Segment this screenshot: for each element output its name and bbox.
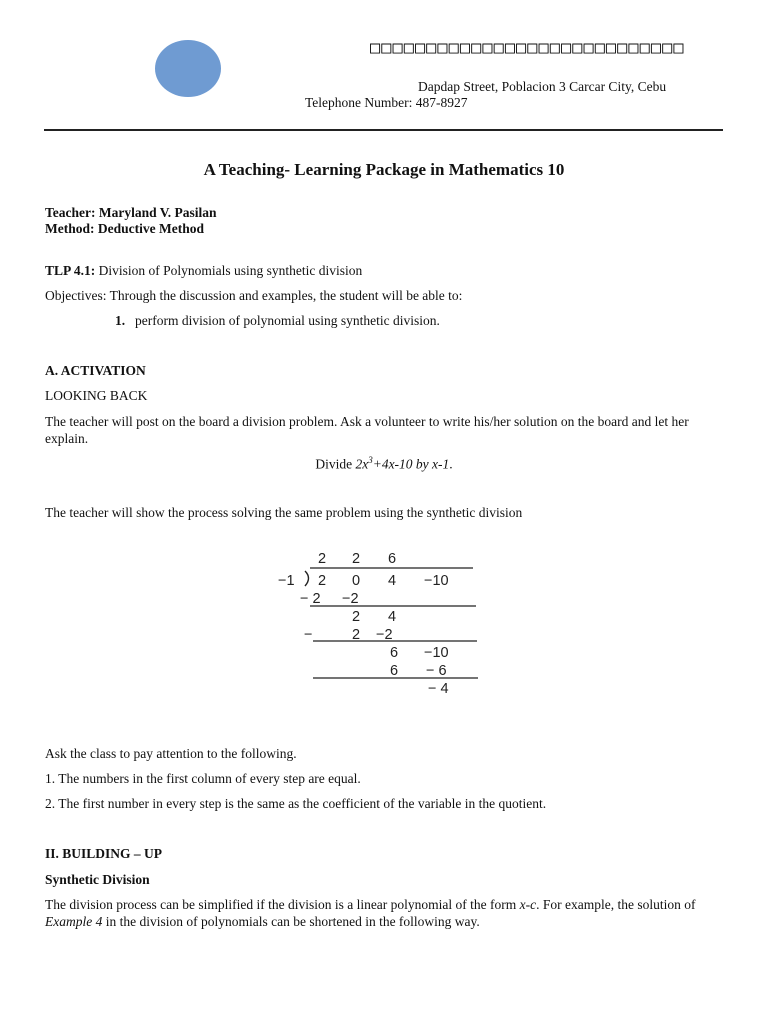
step1-result-2: 4: [388, 609, 397, 625]
divide-end: .: [449, 456, 453, 472]
activation-heading: A. ACTIVATION: [45, 363, 146, 378]
step1-value-1: − 2: [300, 591, 321, 607]
looking-back-subheading: LOOKING BACK: [45, 388, 148, 403]
step2-value-2: −2: [376, 627, 393, 643]
step1-value-2: −2: [342, 591, 359, 607]
synthetic-division-paragraph: [45, 896, 725, 930]
divisor-value: −1: [278, 573, 295, 589]
teaching-method: Method: Deductive Method: [45, 221, 204, 236]
activation-paragraph: The teacher will post on the board a division problem. Ask a volunteer to write his/her solution on the board and let her explain.: [45, 414, 689, 446]
telephone-number: Telephone Number: 487-8927: [305, 95, 468, 110]
para-part-c: in the division of polynomials can be shortened in the following way.: [102, 914, 480, 929]
attention-intro: Ask the class to pay attention to the following.: [45, 746, 297, 761]
step2-result-2: −10: [424, 645, 449, 661]
step2-result-1: 6: [390, 645, 399, 661]
tlp-label: TLP 4.1:: [45, 263, 96, 278]
para-part-a: The division process can be simplified if the division is a linear polynomial of the form: [45, 897, 520, 912]
dividend-4: −10: [424, 573, 449, 589]
para-example: Example 4: [45, 914, 103, 929]
step2-value-1: 2: [352, 627, 361, 643]
building-up-heading: II. BUILDING – UP: [45, 846, 163, 861]
synthetic-division-subheading: Synthetic Division: [45, 872, 150, 887]
synthetic-division-figure: [258, 540, 508, 705]
school-name: □□□□□□□□□□□□□□□□□□□□□□□□□□□□: [370, 38, 685, 58]
show-process-text: The teacher will show the process solving the same problem using the synthetic division: [45, 505, 523, 520]
para-form: x-c: [519, 897, 537, 912]
tlp-text: Division of Polynomials using synthetic division: [95, 263, 363, 278]
step3-value-1: 6: [390, 663, 399, 679]
tlp-line: [45, 263, 362, 279]
quotient-2: 2: [352, 551, 361, 567]
header-divider: [44, 129, 723, 131]
objective-item: [115, 313, 440, 329]
quotient-1: 2: [318, 551, 327, 567]
division-bracket: [305, 571, 309, 586]
para-part-b: . For example, the solution of: [536, 897, 696, 912]
synthetic-division-svg: [258, 540, 508, 705]
step3-value-2: − 6: [426, 663, 447, 679]
step2-sign: −: [304, 627, 313, 643]
dividend-2: 0: [352, 573, 361, 589]
divide-prefix: Divide: [315, 456, 356, 472]
document-title: A Teaching- Learning Package in Mathematics 10: [203, 160, 565, 179]
teacher-name: Teacher: Maryland V. Pasilan: [45, 205, 217, 220]
objectives-intro: Objectives: Through the discussion and examples, the student will be able to:: [45, 288, 463, 303]
attention-point-1: 1. The numbers in the first column of every step are equal.: [45, 771, 361, 786]
divide-exponent: 3: [368, 455, 373, 465]
school-logo-icon: [155, 40, 221, 97]
divide-problem: [0, 455, 768, 473]
dividend-3: 4: [388, 573, 397, 589]
quotient-3: 6: [388, 551, 397, 567]
step1-result-1: 2: [352, 609, 361, 625]
divide-expr-a: 2x: [355, 456, 369, 472]
dividend-1: 2: [318, 573, 327, 589]
school-address: Dapdap Street, Poblacion 3 Carcar City, Cebu: [418, 79, 667, 94]
remainder-value: − 4: [428, 681, 449, 697]
objective-number: 1.: [115, 313, 126, 328]
attention-point-2: 2. The first number in every step is the same as the coefficient of the variable in the quotient.: [45, 796, 547, 811]
divide-expr-b: +4x-10 by x-1: [372, 456, 450, 472]
objective-text: perform division of polynomial using synthetic division.: [135, 313, 440, 328]
